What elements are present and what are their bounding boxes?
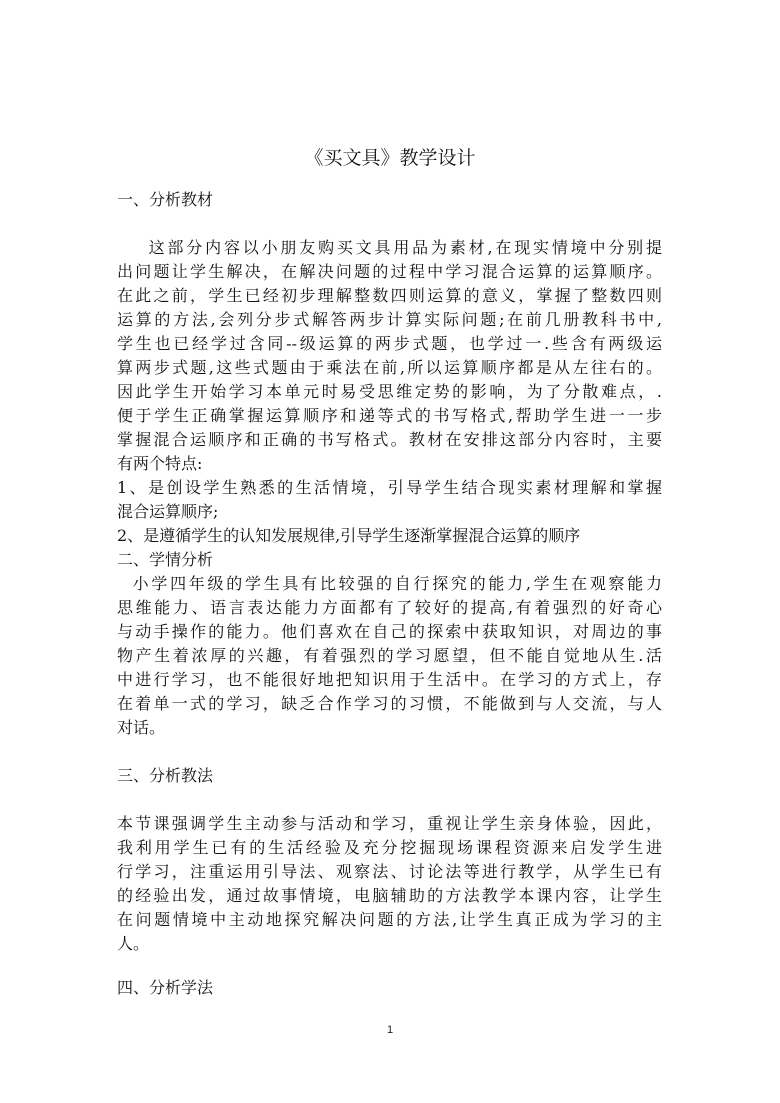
text-line: 有两个特点: (117, 454, 203, 473)
section-heading-analyze-textbook: 一、分析教材 (117, 190, 214, 209)
text-line: 中进行学习，也不能很好地把知识用于生活中。在学习的方式上，存 (117, 670, 662, 689)
text-line: 因此学生开始学习本单元时易受思维定势的影响，为了分散难点，. (117, 382, 662, 401)
text-line: 出问题让学生解决，在解决问题的过程中学习混合运算的运算顺序。 (117, 262, 662, 281)
text-line: 在着单一式的学习，缺乏合作学习的习惯，不能做到与人交流，与人 (117, 694, 662, 713)
paragraph-textbook-intro (117, 236, 662, 476)
paragraph-feature-1 (117, 476, 662, 524)
text-line: 思维能力、语言表达能力方面都有了较好的提高,有着强烈的好奇心 (117, 598, 662, 617)
text-line: 物产生着浓厚的兴趣，有着强烈的学习愿望，但不能自觉地从生.活 (117, 646, 662, 665)
page-number: 1 (386, 1024, 394, 1036)
text-line: 便于学生正确掌握运算顺序和递等式的书写格式,帮助学生进一一步 (117, 406, 662, 425)
document-title: 《买文具》教学设计 (304, 147, 476, 169)
text-line: 本节课强调学生主动参与活动和学习，重视让学生亲身体验，因此， (117, 814, 662, 833)
text-line: 2、是遵循学生的认知发展规律,引导学生逐渐掌握混合运算的顺序 (117, 526, 581, 545)
text-line: 与动手操作的能力。他们喜欢在自己的探索中获取知识，对周边的事 (117, 622, 662, 641)
paragraph-student-analysis (117, 572, 662, 740)
text-line: 掌握混合运顺序和正确的书写格式。教材在安排这部分内容时，主要 (117, 430, 662, 449)
section-heading-learning-method: 四、分析学法 (117, 978, 214, 997)
paragraph-feature-2 (117, 524, 662, 548)
text-line: 小学四年级的学生具有比较强的自行探究的能力,学生在观察能力 (117, 574, 662, 593)
text-line: 人。 (117, 934, 150, 953)
text-line: 混合运算顺序; (117, 502, 219, 521)
section-heading-teaching-method: 三、分析教法 (117, 766, 214, 785)
text-line: 运算的方法,会列分步式解答两步计算实际问题;在前几册教科书中, (117, 310, 662, 329)
text-line: 1、是创设学生熟悉的生活情境，引导学生结合现实素材理解和掌握 (117, 478, 662, 497)
text-line: 学生也已经学过含同--级运算的两步式题，也学过一.些含有两级运 (117, 334, 662, 353)
paragraph-teaching-method (117, 812, 662, 956)
text-line: 对话。 (117, 718, 166, 737)
section-heading-student-analysis: 二、学情分析 (117, 550, 214, 569)
text-line: 在此之前，学生已经初步理解整数四则运算的意义，掌握了整数四则 (117, 286, 662, 305)
text-line: 算两步式题,这些式题由于乘法在前,所以运算顺序都是从左往右的。 (117, 358, 662, 377)
text-line: 行学习，注重运用引导法、观察法、讨论法等进行教学，从学生已有 (117, 862, 662, 881)
text-line: 在问题情境中主动地探究解决问题的方法,让学生真正成为学习的主 (117, 910, 662, 929)
text-line: 的经验出发，通过故事情境，电脑辅助的方法教学本课内容，让学生 (117, 886, 662, 905)
text-line: 这部分内容以小朋友购买文具用品为素材,在现实情境中分别提 (117, 238, 662, 257)
text-line: 我利用学生已有的生活经验及充分挖掘现场课程资源来启发学生进 (117, 838, 662, 857)
